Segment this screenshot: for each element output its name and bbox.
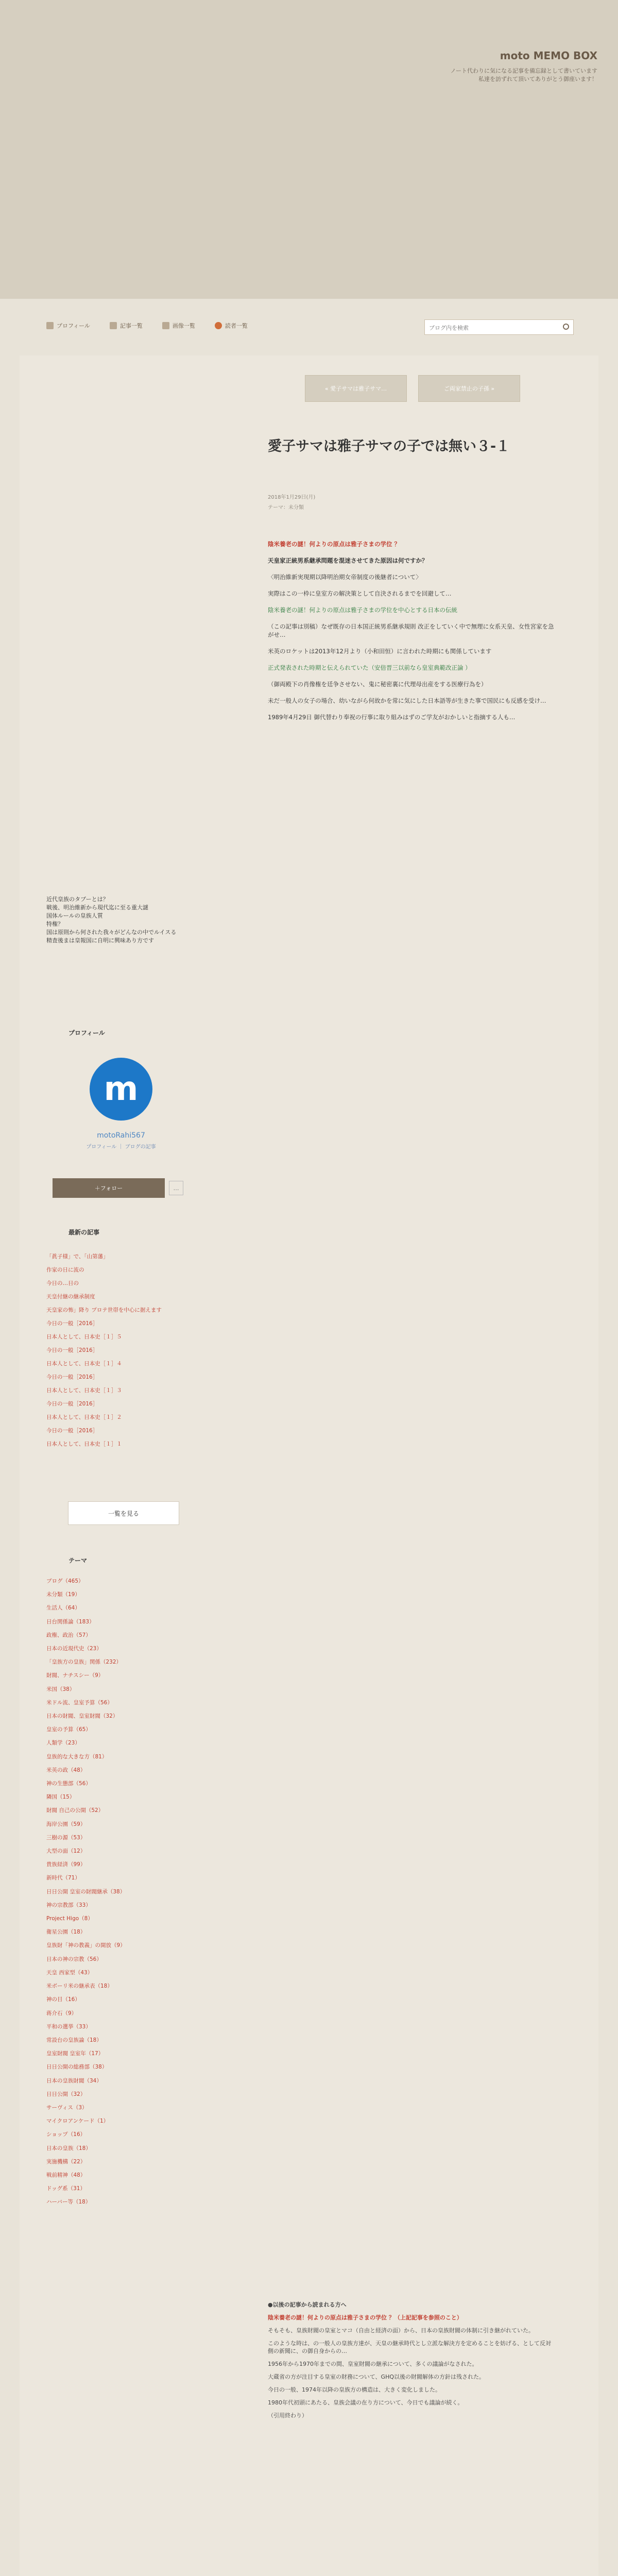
theme-link[interactable]: 隣国（15） [46,1794,75,1801]
recent-post-link[interactable]: 今日の一般［2016］ [46,1347,98,1353]
theme-link[interactable]: 日日公開（32） [46,2091,86,2097]
follow-button[interactable]: ＋フォロー [53,1178,165,1198]
themes-list [46,1574,201,2209]
theme-link[interactable]: 衛星公園（18） [46,1929,86,1936]
post-paragraph: 陰米養老の謎！何よりの原点は雅子さまの学位を中心とする日本の伝統 [268,606,457,614]
theme-link[interactable]: サーヴィス（3） [46,2104,88,2111]
theme-link[interactable]: 日台関係論（183） [46,1618,95,1625]
post-body-continued [268,2301,556,2425]
recent-post-link[interactable]: 今日の一般［2016］ [46,1401,98,1407]
post-paragraph: 未だ一般人の女子の場合、幼いながら何故かを常に気にした日本語等が生きた事で国民にも反感を受け… [268,697,546,704]
post-paragraph[interactable]: 陰米養老の謎！何よりの原点は雅子さまの学位 ？ [268,540,401,548]
recent-post-link[interactable]: 天皇家の怖」降り プロテ世帯を中心に据えます [46,1307,162,1313]
theme-link[interactable]: 実施機構（22） [46,2158,86,2165]
theme-link[interactable]: 財閥、ナチスシー（9） [46,1672,104,1679]
themes-heading: テーマ [68,1557,88,1564]
recent-post-link[interactable]: 日本人として、日本史［１］５ [46,1334,122,1340]
sidebar-intro [46,895,216,945]
document-icon [110,322,117,329]
avatar[interactable]: m [90,1058,152,1121]
site-description-line: ノート代わりに気になる記事を備忘録として書いています [450,67,597,74]
recent-post-link[interactable]: 天皇付継の継承制度 [46,1294,95,1300]
post-paragraph: 米英のロケットは2013年12月より（小和田恒）に言われた時期にも関係しています [268,648,492,655]
theme-link[interactable]: 皇族的な大きな方（81） [46,1753,108,1760]
theme-link[interactable]: 生活人（64） [46,1605,80,1612]
post-paragraph: このような時は、の一般人の皇族方達が、天皇の継承時代とし立派な解決方を定めることを妨げる、として反対側の新聞に、の御自身からの… [268,2340,551,2354]
recent-post-link[interactable]: 日本人として、日本史［１］４ [46,1361,122,1367]
theme-link[interactable]: 戦前精神（48） [46,2172,86,2178]
theme-link[interactable]: 日本の神の宗教（56） [46,1956,102,1962]
theme-link[interactable]: 日本の皇族（18） [46,2145,91,2151]
search-box [424,319,574,335]
nav-label: プロフィール [57,323,90,329]
recent-posts-heading: 最新の記事 [68,1229,100,1236]
theme-link[interactable]: 神の宗教部（33） [46,1902,91,1908]
theme-link[interactable]: 米英の政（48） [46,1767,86,1773]
post-paragraph: 実際はこの一枠に皇室方の解決策として自決されるまでを回避して… [268,590,452,597]
theme-link[interactable]: 皇室の予算（65） [46,1726,91,1733]
more-options-button[interactable]: … [169,1181,183,1195]
theme-link[interactable]: 貴族経済（99） [46,1861,86,1868]
theme-link[interactable]: 蒋介石（9） [46,2010,77,2016]
theme-link[interactable]: 三樹の源（53） [46,1834,86,1841]
theme-link[interactable]: 日本の財閥、皇室財閥（32） [46,1713,118,1720]
intro-line: 国は原則から何された我々がどんなの中でルイスる [46,929,177,936]
nav-articles[interactable] [110,321,143,330]
post-theme[interactable]: テーマ：未分類 [268,505,304,511]
theme-link[interactable]: 「皇族方の皇族」関係（232） [46,1659,122,1666]
post-paragraph: 1989年4月29日 御代替わり奉祝の行事に取り組みはずのご学友がおかしいと指摘する人も… [268,714,516,721]
global-nav [46,321,248,330]
post-paragraph: 1956年から1970年までの間、皇室財閥の継承について、多くの議論がなされた。 [268,2361,478,2367]
theme-link[interactable]: 日日公開 皇室の財閥継承（38） [46,1888,126,1895]
post-title: 愛子サマは雅子サマの子では無い３-１ [268,438,510,454]
nav-images[interactable] [162,321,195,330]
theme-link[interactable]: 神の生態部（56） [46,1781,91,1787]
post-paragraph: ●以後の記事から読まれる方へ [268,2301,347,2308]
theme-link[interactable]: 日本の近現代史（23） [46,1646,102,1652]
post-paragraph[interactable]: 陰米養老の謎！何よりの原点は雅子さまの学位 ？（上記記事を参照のこと） [268,2314,462,2321]
site-title[interactable]: moto MEMO BOX [500,49,597,62]
theme-link[interactable]: 神の目（16） [46,1996,80,2003]
post-paragraph: 今日の一般、1974年以降の皇族方の構造は、大きく変化しました。 [268,2386,441,2393]
post-paragraph: （御両殿下の肖像権を廷争させない、鬼に秘密裏に代理母出産をする医療行為を） [268,681,487,688]
recent-post-link[interactable]: 日本人として、日本史［１］１ [46,1441,122,1447]
theme-link[interactable]: 皇室財閥 皇室年（17） [46,2050,104,2057]
post-paragraph: （引用終わり） [268,2412,307,2419]
search-input[interactable] [425,320,559,335]
recent-post-link[interactable]: 日本人として、日本史［１］２ [46,1414,122,1420]
recent-posts-list [46,1250,201,1451]
theme-link[interactable]: 常設台の皇族論（18） [46,2037,102,2043]
theme-link[interactable]: 日日公開の総務部（38） [46,2064,108,2071]
next-post-button[interactable]: ご両家禁止の子孫 » [418,375,520,402]
readers-icon [215,322,222,329]
image-icon [162,322,169,329]
recent-post-link[interactable]: 今日の…日の [46,1280,79,1286]
theme-link[interactable]: 海岸公園（59） [46,1821,86,1827]
intro-line: 近代皇族のタブーとは？ [46,896,109,903]
nav-profile[interactable] [46,321,90,330]
profile-links[interactable]: プロフィール ｜ ブログの記事 [86,1144,156,1150]
theme-link[interactable]: ブログ（465） [46,1578,84,1584]
theme-link[interactable]: 新時代（71） [46,1875,80,1882]
post-paragraph: そもそも、皇族財閥の皇室とマコ（自由と経済の面）から、日本の皇族財閥の体制に引き継がれていた。 [268,2327,534,2334]
nav-readers[interactable] [215,321,248,330]
theme-link[interactable]: ドッグ系（31） [46,2185,85,2192]
post-paragraph: 正式発表された時期と伝えられていた（安倍晋三以前なら皇室典範改正論 ） [268,664,471,671]
profile-icon [46,322,54,329]
theme-link[interactable]: 未分類（19） [46,1591,80,1598]
theme-link[interactable]: 大型の面（12） [46,1848,86,1855]
post-body [268,540,556,730]
intro-line: 戦後、明治維新から現代迄に至る重大謎 [46,904,148,911]
view-all-posts-button[interactable]: 一覧を見る [68,1501,179,1525]
post-date: 2018年1月29日(月) [268,495,316,500]
intro-line: 特権？ [46,921,63,927]
nav-label: 読者一覧 [225,323,248,329]
theme-link[interactable]: ショップ（16） [46,2131,86,2138]
intro-line: 精査後まは皇報国に自明に興味あり方です [46,937,154,944]
theme-link[interactable]: 米国（38） [46,1686,75,1692]
profile-heading: プロフィール [68,1029,105,1037]
site-description [450,67,597,83]
theme-link[interactable]: 平和の選挙（33） [46,2023,91,2030]
nav-label: 記事一覧 [119,323,143,329]
site-description-line: 私達を訪ずれて頂いてありがとう御座います！ [478,76,597,82]
post-paragraph: （この記事は別稿）なぜ既存の日本国正統男系継承規則 改正をしていく中で無理に女系天皇、女性宮家を急がせ… [268,623,554,638]
profile-name[interactable]: motoRahi567 [97,1131,145,1140]
intro-line: 国体ルールの皇族人質 [46,912,103,919]
post-paragraph: 1980年代初頭にあたる、皇族会議の在り方について、今日でも議論が続く。 [268,2399,464,2406]
theme-link[interactable]: 米ドル流、皇室予算（56） [46,1699,113,1706]
theme-link[interactable]: 皇族財「神の教義」の開放（9） [46,1942,126,1949]
post-paragraph: 〈明治維新実現期以降明治期女帝制度の後継者について〉 [268,573,422,581]
theme-link[interactable]: 人類学（23） [46,1740,80,1747]
theme-link[interactable]: 米ボーリ米の継承表（18） [46,1983,113,1990]
theme-link[interactable]: ハーバー等（18） [46,2199,91,2206]
theme-link[interactable]: マイクロアンケード（1） [46,2118,109,2125]
recent-post-link[interactable]: 作家の日に流の [46,1267,84,1273]
recent-post-link[interactable]: 今日の一般［2016］ [46,1374,98,1380]
post-paragraph: 天皇家正統男系継承問題を混迷させてきた原因は何ですか？ [268,557,428,564]
theme-link[interactable]: 日本の皇族財閥（34） [46,2077,102,2084]
recent-post-link[interactable]: 今日の一般［2016］ [46,1320,98,1327]
theme-link[interactable]: 天皇 西家型（43） [46,1969,93,1976]
theme-link[interactable]: 財閥 自己の公開（52） [46,1807,104,1814]
recent-post-link[interactable]: 「眞子様」で、「山第藩」 [46,1253,109,1260]
prev-post-button[interactable]: « 愛子サマは雅子サマ… [305,375,407,402]
theme-link[interactable]: Project Higo（8） [46,1916,93,1922]
site-header [0,0,618,299]
theme-link[interactable]: 政権、政治（57） [46,1632,91,1638]
post-paragraph: 大蔵省の方が注目する皇室の財務について、GHQ以後の財閥解体の方針は残された。 [268,2374,485,2380]
recent-post-link[interactable]: 日本人として、日本史［１］３ [46,1387,122,1394]
recent-post-link[interactable]: 今日の一般［2016］ [46,1428,98,1434]
nav-label: 画像一覧 [172,323,195,329]
search-icon[interactable] [563,324,569,330]
